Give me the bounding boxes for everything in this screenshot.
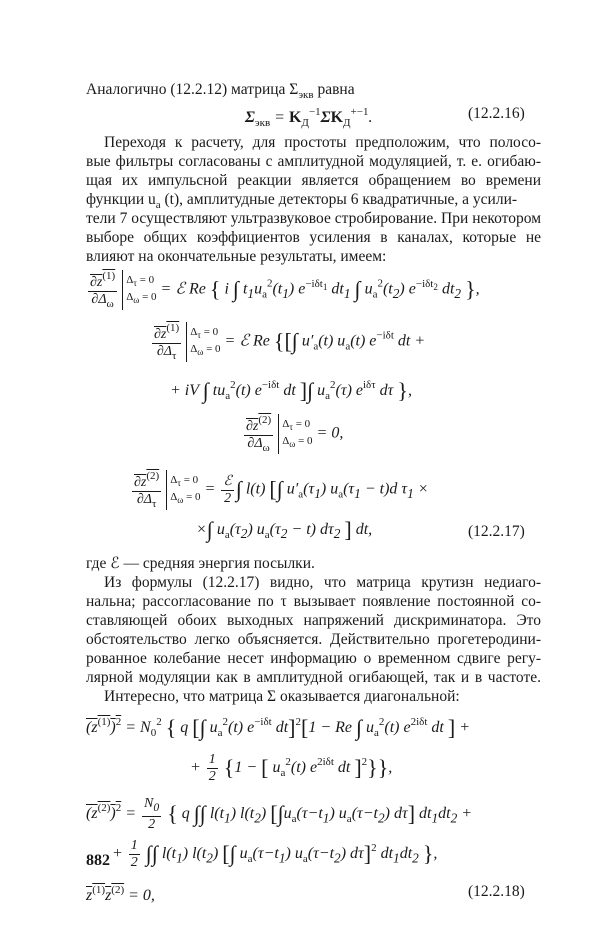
paragraph2-line6: рованное колебание несет информацию о временном сдвиге регу-	[86, 650, 541, 667]
paragraph2-line4: ставляющей обоих выходных напряжений дискриминатора. Это	[86, 612, 541, 629]
paragraph1-line1: Переходя к расчету, для простоты предположим, что полосо-	[104, 134, 541, 151]
equation-18-line3: $(z^{(2)})^2$ = $\frac{N_0}{2}$ { q ∫∫ $l(t_1)$ $l(t_2)$ [$\int u_а(\tau-t_1)$ $u_а(\tau-t_2)$ dτ] $dt_1dt_2$ +	[86, 796, 473, 832]
equation-17-line2: $\frac{\partial z^{(1)}}{\partial\Delta_\tau}$ $\Delta_\tau = 0$ $\Delta_\omega = 0$ = ℰ Re {[∫ $u'_а(t)$ $u_а(t)$ $e^{-i\delta t}$ dt +	[154, 322, 426, 362]
paragraph1-line3: щая их импульсной реакции является обращением во времени	[86, 172, 541, 189]
equation-18-line2: + $\frac{1}{2}$ {1 − [ $u_а^2(t)$ $e^{2i\delta t}$ dt ]$^2$}},	[190, 752, 393, 784]
equation-18-line5: $z^{(1)}z^{(2)} = 0$,	[86, 884, 155, 904]
paragraph1-line5: тели 7 осуществляют ультразвуковое стробирование. При некотором	[86, 210, 541, 227]
func-text: функции u	[86, 191, 156, 208]
equation-18-line4: + $\frac{1}{2}$ ∫∫ $l(t_1)$ $l(t_2)$ [∫ $u_а(\tau-t_1)$ $u_а(\tau-t_2)$ dτ]$^2$ $dt_1dt_2$ },	[112, 838, 438, 870]
paragraph2-line1: где ℰ — средняя энергия посылки.	[86, 555, 315, 572]
intro-subscript: экв	[298, 89, 314, 101]
intro-end: равна	[313, 81, 355, 98]
equation-number-16: (12.2.16)	[468, 105, 525, 122]
equation-17-line1: $\frac{\partial z^{(1)}}{\partial\Delta_\omega}$ $\Delta_\tau = 0$ $\Delta_\omega = 0$ = ℰ Re { i ∫ $t_1u_а^2(t_1)$ $e^{-i\delta t_1}$ $dt_1$ ∫ $u_а^2(t_2)$ $e^{-i\delta t_2}$ $dt_2$ },	[90, 270, 480, 310]
func-subscript: а	[155, 199, 161, 211]
paragraph1-line2: вые фильтры согласованы с амплитудной модуляцией, т. е. огибаю-	[86, 153, 541, 170]
paragraph2-line7: лярной модуляции как в амплитудной огибающей, так и в частоте.	[86, 669, 541, 686]
paragraph1-line6: выборе общих коэффициентов усиления в каналах, которые не	[86, 229, 541, 246]
equation-number-18: (12.2.18)	[468, 883, 525, 900]
page-number: 882	[86, 852, 110, 869]
equation-17-line6: ×∫ $u_а(\tau_2) u_а(\tau_2 - t)$ $d\tau_2$ ] dt,	[196, 517, 373, 542]
equation-18-line1: $(z^{(1)})^2 = N_0^2$ { q [∫ $u_а^2(t)$ $e^{-i\delta t}$ dt]$^2$[1 − Re ∫ $u_а^2(t)$ $e^{2i\delta t}$ dt ] +	[86, 715, 470, 740]
equation-17-line5: $\frac{\partial z^{(2)}}{\partial\Delta_\tau}$ $\Delta_\tau = 0$ $\Delta_\omega = 0$ = $\frac{\text{ℰ}}{2}$ ∫ l(t) [∫ $u'_а(\tau_1) u_а(\tau_1 - t)d$ $\tau_1$ ×	[134, 470, 429, 510]
paragraph2-line3: нальна; рассогласование по τ вызывает появление постоянной со-	[86, 593, 541, 610]
paragraph2-line5: обстоятельство легко объясняется. Действительно прогетеродини-	[86, 631, 541, 648]
func-rest: (t), амплитудные детекторы 6 квадратичные, а усили-	[160, 191, 518, 208]
equation-12-2-16: $\Sigma_{экв} = K_Д^{-1}\Sigma K_Д^{+-1}$.	[245, 106, 373, 129]
paragraph3-line1: Интересно, что матрица Σ оказывается диагональной:	[104, 688, 460, 705]
intro-text: Аналогично (12.2.12) матрица Σ	[86, 81, 299, 98]
paragraph2-line2: Из формулы (12.2.17) видно, что матрица крутизн недиаго-	[104, 574, 541, 591]
paragraph1-line7: влияют на окончательные результаты, имеем:	[86, 248, 387, 265]
equation-number-17: (12.2.17)	[468, 523, 525, 540]
equation-17-line4: $\frac{\partial z^{(2)}}{\partial\Delta_\omega}$ $\Delta_\tau = 0$ $\Delta_\omega = 0 = 0$,	[246, 414, 344, 454]
equation-17-line3: + iV ∫ $tu_а^2(t)$ $e^{-i\delta t}$ dt ]∫ $u_а^2(\tau)$ $e^{i\delta\tau}$ dτ },	[170, 378, 412, 403]
